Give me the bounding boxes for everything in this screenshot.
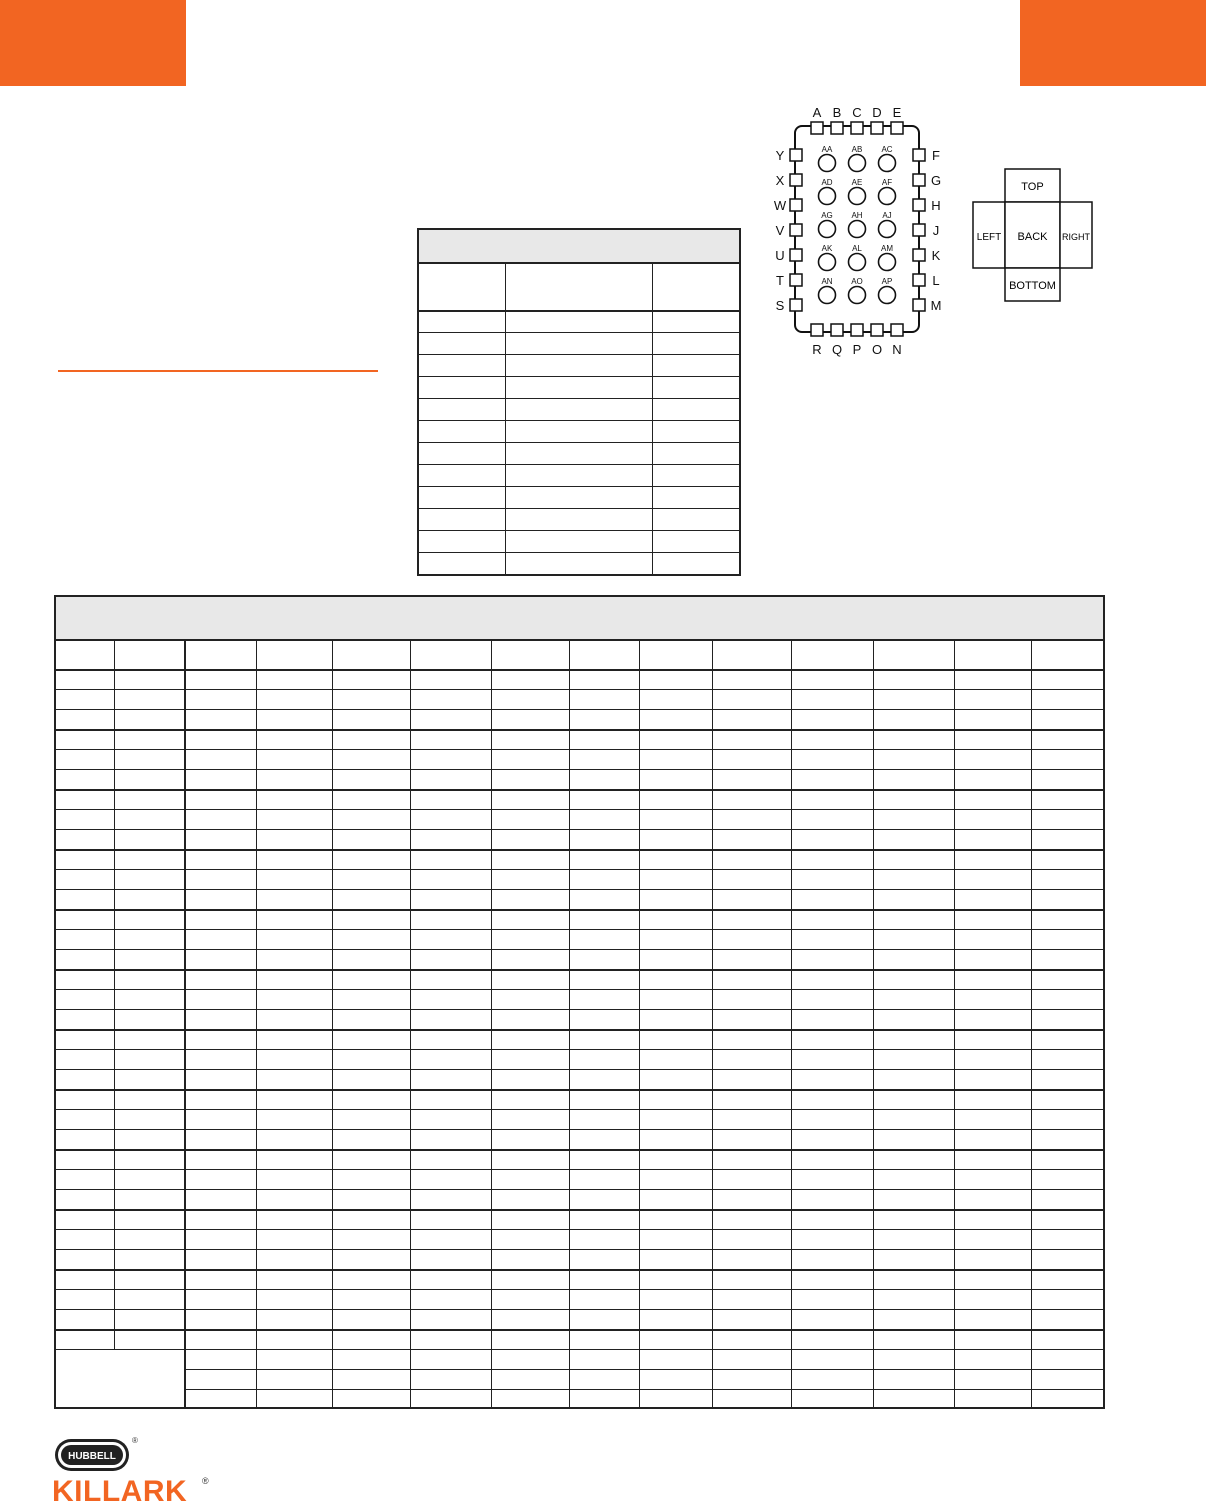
back-entry-hole: [879, 188, 896, 205]
entry-port-box: [811, 122, 823, 134]
entry-port-box: [913, 224, 925, 236]
large-table-row-line: [56, 1169, 1103, 1170]
company-logo: [52, 1436, 222, 1506]
entry-port-box: [913, 199, 925, 211]
large-table-row-line: [56, 1009, 1103, 1010]
back-entry-hole: [849, 155, 866, 172]
back-entry-label: AJ: [882, 211, 892, 220]
back-entry-hole: [879, 254, 896, 271]
entry-port-box: [790, 174, 802, 186]
large-entry-table: [54, 595, 1105, 1409]
large-table-row-line: [56, 1249, 1103, 1250]
back-entry-label: AL: [852, 244, 862, 253]
large-table-column-line: [491, 639, 492, 1407]
large-table-column-line: [791, 639, 792, 1407]
small-table-row-line: [419, 486, 739, 487]
large-table-row-line: [56, 949, 1103, 950]
large-table-row-line: [56, 909, 1103, 911]
entry-port-label: C: [852, 105, 862, 120]
large-table-row-line: [56, 1309, 1103, 1310]
entry-port-box: [811, 324, 823, 336]
entry-port-label: G: [930, 173, 942, 188]
killark-wordmark: KILLARK: [52, 1475, 188, 1508]
back-entry-label: AC: [881, 145, 893, 154]
face-orientation-diagram: [966, 164, 1096, 304]
large-table-column-line: [873, 639, 874, 1407]
entry-port-box: [831, 122, 843, 134]
entry-port-box: [871, 324, 883, 336]
small-table-row-line: [419, 552, 739, 553]
entry-port-box: [891, 324, 903, 336]
large-table-row-line: [56, 929, 1103, 930]
hubbell-badge-text: HUBBELL: [68, 1451, 116, 1462]
back-entry-label: AO: [851, 277, 863, 286]
entry-port-label: N: [892, 342, 902, 357]
entry-port-label: P: [852, 342, 862, 357]
entry-port-label: Q: [831, 342, 843, 357]
back-entry-label: AH: [851, 211, 863, 220]
entry-port-label: O: [871, 342, 883, 357]
large-table-column-line: [639, 639, 640, 1407]
large-table-row-line: [56, 889, 1103, 890]
large-table-row-line: [56, 869, 1103, 870]
hubbell-badge: [54, 1438, 130, 1472]
entry-port-box: [871, 122, 883, 134]
entry-port-box: [913, 274, 925, 286]
large-table-row-line: [184, 1389, 1103, 1390]
large-table-row-line: [56, 1069, 1103, 1070]
large-table-row-line: [56, 1089, 1103, 1091]
back-entry-hole: [879, 155, 896, 172]
back-entry-hole: [849, 287, 866, 304]
entry-port-label: B: [832, 105, 842, 120]
entry-port-box: [851, 122, 863, 134]
header-accent-left: [0, 0, 186, 86]
back-entry-label: AG: [821, 211, 833, 220]
large-table-column-line: [256, 639, 257, 1407]
small-table-row-line: [419, 464, 739, 465]
back-entry-label: AE: [851, 178, 863, 187]
hubbell-registered-mark: ®: [132, 1436, 138, 1445]
entry-port-box: [913, 174, 925, 186]
face-bottom-label: BOTTOM: [1009, 280, 1056, 292]
entry-port-label: E: [892, 105, 902, 120]
back-entry-label: AP: [881, 277, 893, 286]
large-table-column-line: [569, 639, 570, 1407]
entry-port-label: X: [775, 173, 785, 188]
back-entry-hole: [819, 221, 836, 238]
large-table-row-line: [56, 709, 1103, 710]
large-table-row-line: [56, 829, 1103, 830]
back-entry-hole: [819, 287, 836, 304]
large-table-column-line: [410, 639, 411, 1407]
back-entry-hole: [879, 221, 896, 238]
small-table-row-line: [419, 398, 739, 399]
back-entry-hole: [879, 287, 896, 304]
entry-port-label: A: [812, 105, 822, 120]
entry-port-label: R: [812, 342, 822, 357]
back-entry-label: AF: [881, 178, 893, 187]
entry-port-label: M: [930, 298, 942, 313]
small-table-row-line: [419, 354, 739, 355]
small-table-divider: [505, 262, 506, 574]
large-table-row-line: [56, 689, 1103, 690]
back-entry-label: AN: [821, 277, 833, 286]
large-table-column-line: [1031, 639, 1032, 1407]
entry-port-label: V: [775, 223, 785, 238]
entry-port-box: [790, 199, 802, 211]
small-table-row-line: [419, 332, 739, 333]
header-accent-right: [1020, 0, 1206, 86]
entry-port-label: H: [931, 198, 941, 213]
back-entry-label: AB: [851, 145, 863, 154]
back-entry-label: AD: [821, 178, 833, 187]
large-table-row-line: [56, 1129, 1103, 1130]
large-table-row-line: [56, 849, 1103, 851]
entry-port-label: U: [775, 248, 785, 263]
large-table-row-line: [56, 789, 1103, 791]
large-table-header: [56, 597, 1103, 641]
face-top-label: TOP: [1021, 181, 1044, 193]
face-right-label: RIGHT: [1062, 232, 1090, 242]
large-table-row-line: [184, 1369, 1103, 1370]
small-table-header: [419, 230, 739, 264]
large-table-column-line: [954, 639, 955, 1407]
large-table-row-line: [56, 1269, 1103, 1271]
large-table-row-line: [56, 1149, 1103, 1151]
face-back-label: BACK: [1017, 231, 1048, 243]
entry-port-box: [790, 299, 802, 311]
entry-port-label: W: [773, 198, 787, 213]
entry-port-label: T: [776, 273, 784, 288]
large-table-row-line: [56, 1029, 1103, 1031]
large-table-row-line: [56, 1229, 1103, 1230]
entry-port-label: S: [775, 298, 785, 313]
back-entry-hole: [849, 188, 866, 205]
large-table-row-line: [56, 749, 1103, 750]
back-entry-hole: [849, 254, 866, 271]
entry-port-label: K: [931, 248, 941, 263]
entry-port-box: [790, 249, 802, 261]
face-left-label: LEFT: [976, 232, 1002, 243]
small-table-row-line: [419, 508, 739, 509]
large-table-row-line: [56, 969, 1103, 971]
large-table-row-line: [56, 769, 1103, 770]
large-table-row-line: [56, 1189, 1103, 1190]
entry-port-box: [790, 224, 802, 236]
back-entry-hole: [819, 188, 836, 205]
small-table-row-line: [419, 442, 739, 443]
small-entry-table: [417, 228, 741, 576]
large-table-row-line: [56, 1329, 1103, 1331]
large-table-row-line: [56, 1049, 1103, 1050]
entry-port-label: Y: [775, 148, 785, 163]
large-table-row-line: [56, 1349, 1103, 1350]
entry-port-label: D: [872, 105, 882, 120]
entry-port-box: [790, 149, 802, 161]
entry-port-box: [790, 274, 802, 286]
large-table-row-line: [56, 729, 1103, 731]
large-table-subheader-line: [56, 669, 1103, 671]
back-entry-label: AK: [821, 244, 833, 253]
back-entry-label: AM: [881, 244, 893, 253]
enclosure-entry-diagram: [760, 100, 960, 362]
small-table-row-line: [419, 376, 739, 377]
entry-port-box: [913, 149, 925, 161]
entry-port-label: L: [932, 273, 940, 288]
entry-port-box: [851, 324, 863, 336]
large-table-column-line: [184, 639, 186, 1407]
back-entry-hole: [819, 155, 836, 172]
killark-registered-mark: ®: [202, 1476, 209, 1486]
large-table-row-line: [56, 1109, 1103, 1110]
large-table-row-line: [56, 989, 1103, 990]
large-table-row-line: [56, 1289, 1103, 1290]
large-table-column-line: [332, 639, 333, 1407]
section-divider: [58, 370, 378, 372]
entry-port-box: [831, 324, 843, 336]
small-table-row-line: [419, 530, 739, 531]
small-table-row-line: [419, 420, 739, 421]
large-table-column-line: [114, 639, 115, 1349]
back-entry-label: AA: [821, 145, 833, 154]
entry-port-box: [913, 249, 925, 261]
back-entry-hole: [849, 221, 866, 238]
large-table-row-line: [56, 809, 1103, 810]
entry-port-label: F: [932, 148, 940, 163]
large-table-row-line: [56, 1209, 1103, 1211]
entry-port-box: [913, 299, 925, 311]
small-table-divider: [652, 262, 653, 574]
back-entry-hole: [819, 254, 836, 271]
small-table-column-headers: [419, 262, 739, 312]
entry-port-label: J: [932, 223, 940, 238]
large-table-column-line: [712, 639, 713, 1407]
entry-port-box: [891, 122, 903, 134]
